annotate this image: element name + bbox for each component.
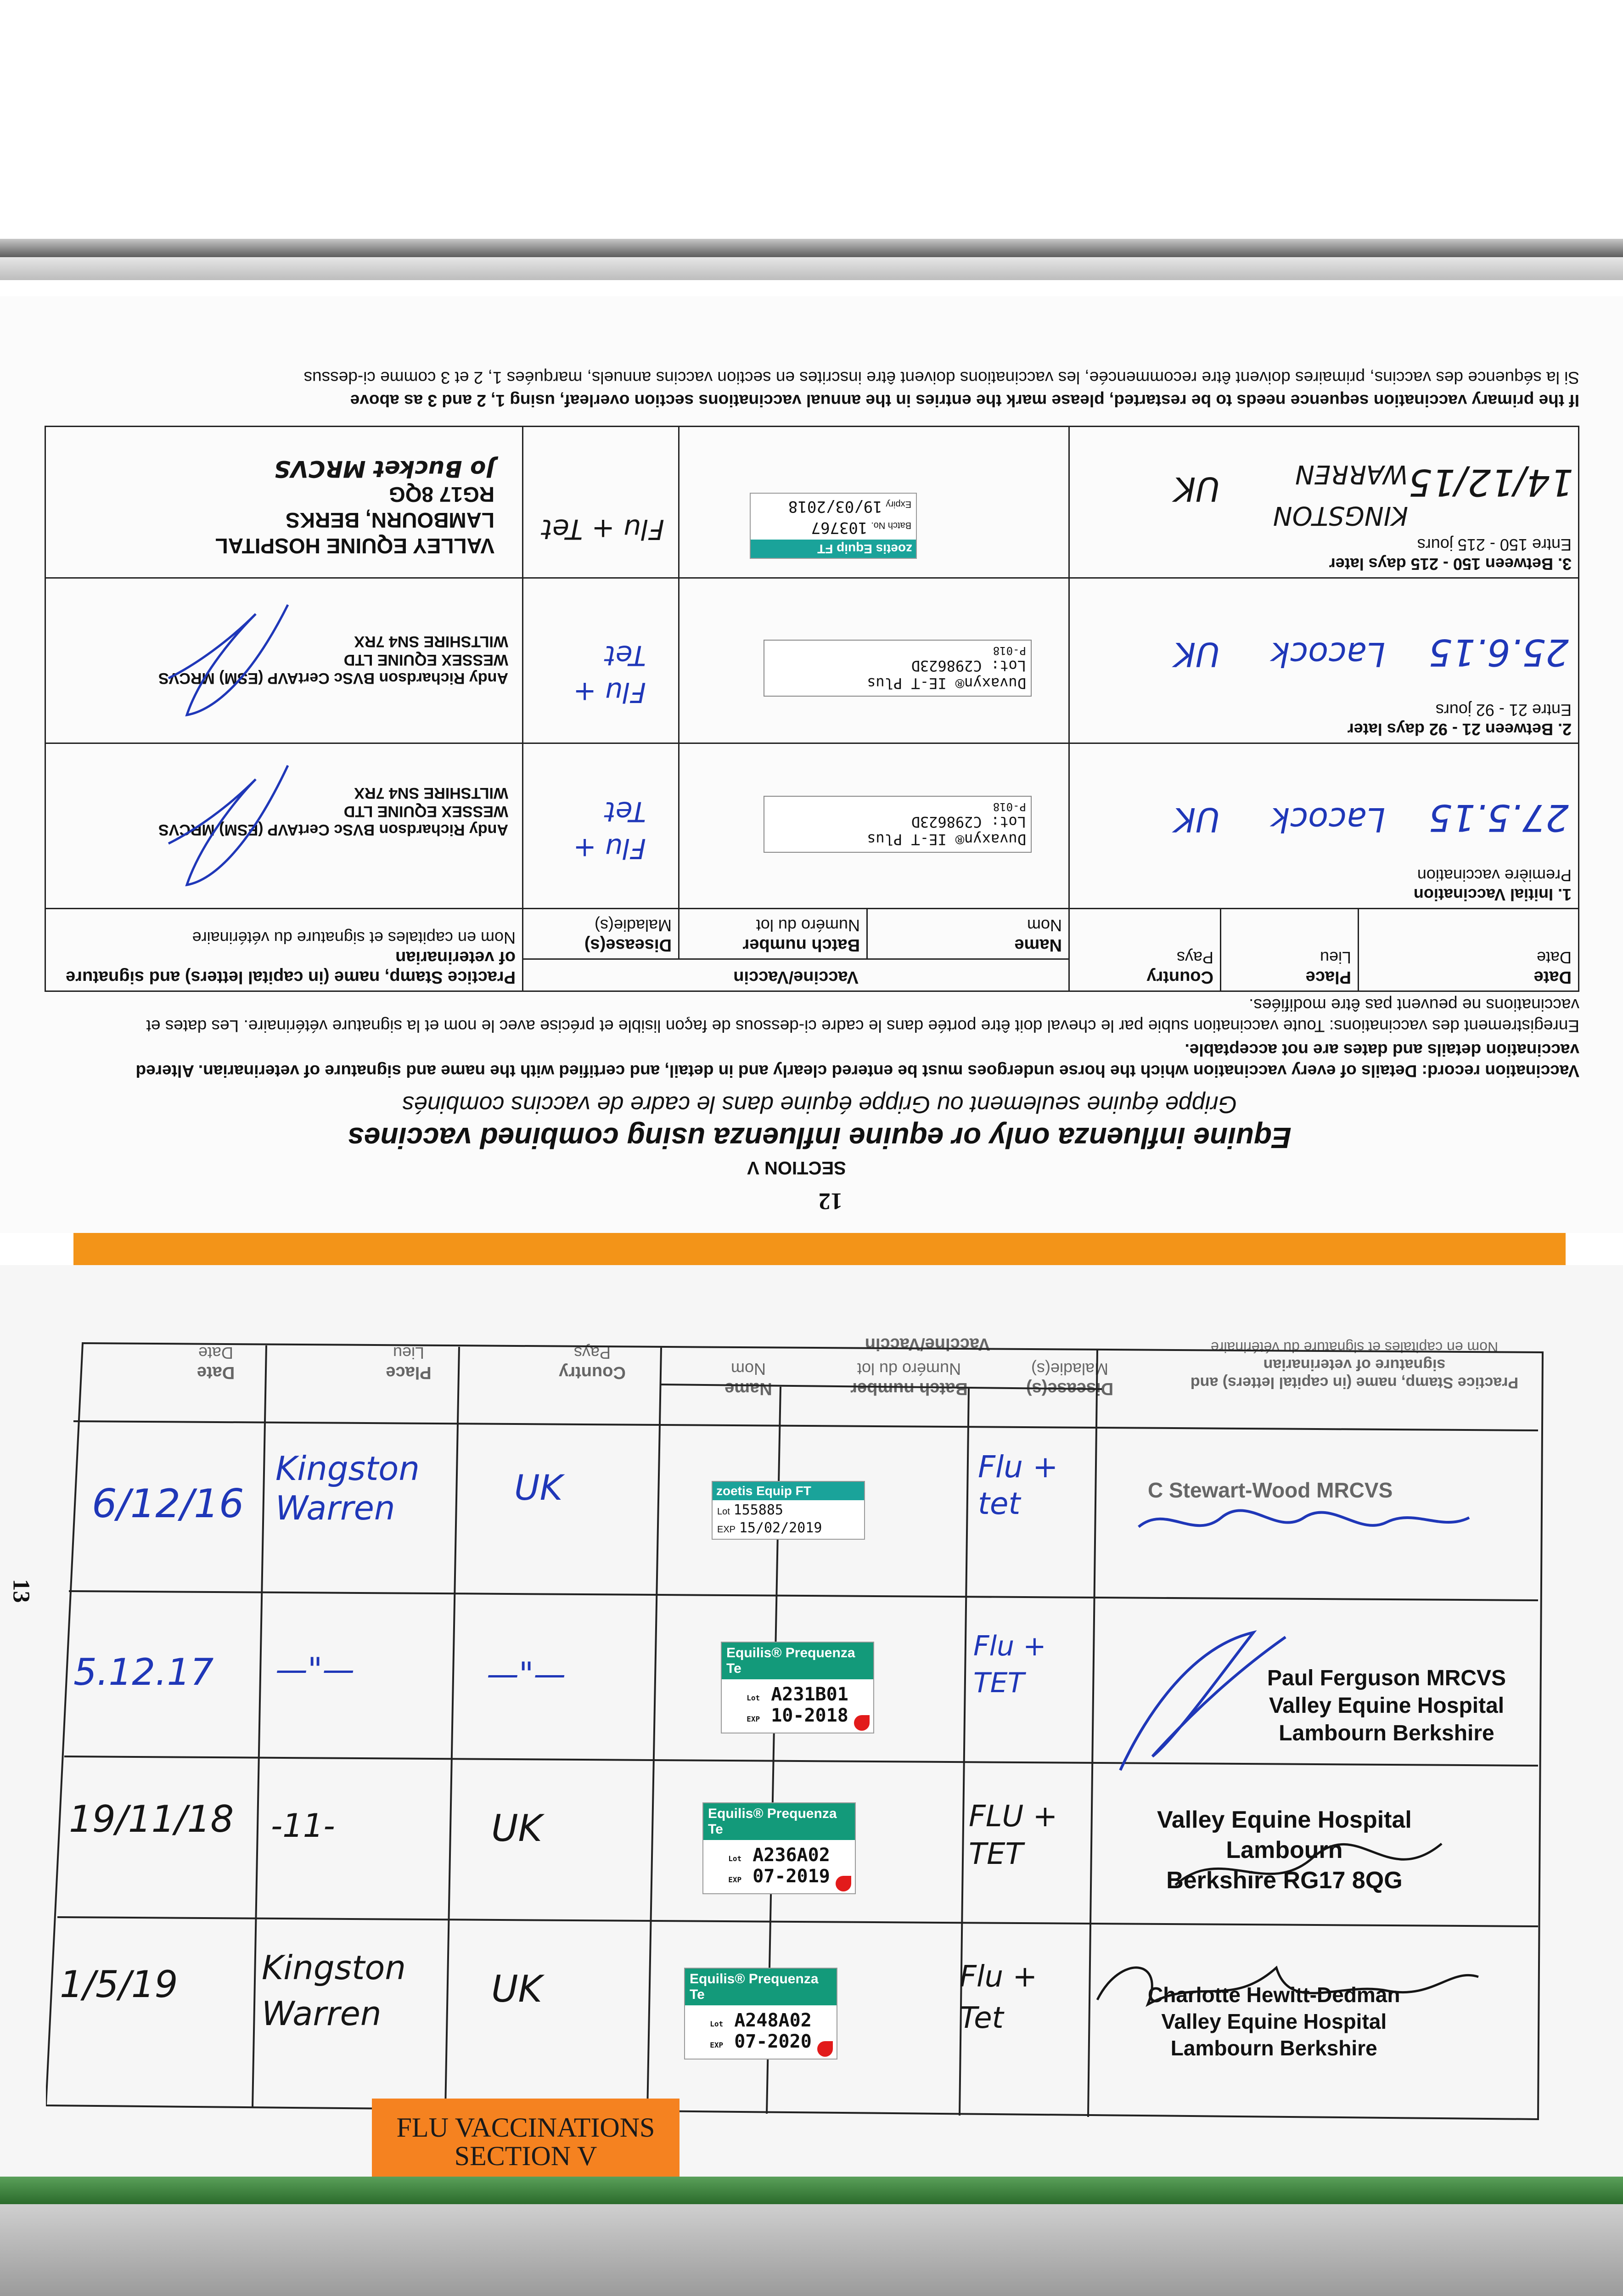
vet-signature bbox=[164, 591, 302, 729]
vet-signature bbox=[1129, 1495, 1478, 1554]
table-row bbox=[45, 578, 1578, 743]
diseases-cell bbox=[522, 578, 679, 743]
country-handwritten: UK bbox=[1174, 470, 1220, 508]
scanner-background bbox=[0, 2204, 1623, 2296]
country-handwritten: —"— bbox=[487, 1655, 566, 1693]
place-handwritten: Lacock bbox=[1270, 635, 1385, 674]
table-row bbox=[45, 427, 1578, 578]
row-label-fr: Entre 150 - 215 jours bbox=[1417, 535, 1572, 554]
batch-sticker: Duvaxyn® IE-T Plus Lot: C298623D P-018 bbox=[764, 640, 1032, 697]
batch-sticker: Duvaxyn® IE-T Plus Lot: C298623D P-018 bbox=[764, 796, 1032, 853]
header-place: Place Lieu bbox=[1221, 909, 1359, 991]
country-handwritten: UK bbox=[1174, 800, 1220, 839]
diseases-handwritten: Flu + TET bbox=[973, 1630, 1046, 1699]
header-batch: Batch number Numéro du lot bbox=[679, 909, 867, 959]
table-row bbox=[45, 743, 1578, 909]
footer-french: Si la séquence des vaccins, primaires doivent être recommencée, les vaccinations doivent être inscrites en section vaccins annuels, marquées 1, 2 et 3 comme ci-dessus bbox=[303, 368, 1579, 387]
practice-stamp: VALLEY EQUINE HOSPITAL LAMBOURN, BERKS RG17 8QG Jo Bucket MRCVS bbox=[215, 456, 494, 558]
diseases-handwritten: FLU + TET bbox=[969, 1800, 1058, 1871]
diseases-handwritten: Flu + Tet bbox=[960, 1960, 1038, 2035]
page-12-rotated bbox=[0, 296, 1623, 1233]
date-handwritten: 25.6.15 bbox=[1428, 631, 1569, 674]
place-handwritten: —"— bbox=[275, 1651, 355, 1688]
place-handwritten: -11- bbox=[271, 1807, 335, 1845]
batch-sticker: Equilis® Prequenza Te Lot A236A02 EXP 07-2019 bbox=[702, 1802, 856, 1894]
country-handwritten: UK bbox=[1174, 635, 1220, 674]
book-cover-edge bbox=[0, 2177, 1623, 2204]
header-diseases: Disease(s) Maladie(s) bbox=[1026, 1360, 1114, 1398]
vaccination-table-initial bbox=[45, 426, 1579, 992]
row-label: 2. Between 21 - 92 days later bbox=[1347, 720, 1572, 739]
book-top-edge bbox=[0, 239, 1623, 257]
page-number: 12 bbox=[819, 1188, 842, 1214]
intro-french: Enregistrement des vaccinations: Toute vaccination subie par le cheval doit être portée dans le cadre ci-dessous de façon lisible et précise avec le nom et la signature vétérinaire. Les dates et vaccinations ne peuvent pas être modifiées. bbox=[146, 996, 1579, 1035]
date-handwritten: 5.12.17 bbox=[73, 1651, 214, 1694]
practice-stamp: Paul Ferguson MRCVS Valley Equine Hospital Lambourn Berkshire bbox=[1267, 1666, 1506, 1745]
diseases-handwritten: Flu + Tet bbox=[573, 795, 646, 864]
page-title: Equine influenza only or equine influenza using combined vaccines bbox=[348, 1121, 1292, 1154]
row-label-cell bbox=[1069, 743, 1579, 909]
practice-stamp: Charlotte Hewitt-Dedman Valley Equine Hospital Lambourn Berkshire bbox=[1148, 1983, 1400, 2060]
header-batch: Batch number Numéro du lot bbox=[850, 1360, 968, 1398]
diseases-cell bbox=[522, 743, 679, 909]
batch-sticker: Equilis® Prequenza Te Lot A248A02 EXP 07-2020 bbox=[684, 1968, 837, 2060]
vaccine-cell bbox=[679, 743, 1069, 909]
practice-stamp: Andy Richardson BVSc CertAVP (ESM) MRCVS WESSEX EQUINE LTD WILTSHIRE SN4 7RX bbox=[158, 784, 508, 838]
book-page-edge bbox=[0, 257, 1623, 280]
header-diseases: Disease(s) Maladie(s) bbox=[522, 909, 679, 959]
row-label: 3. Between 150 - 215 days later bbox=[1329, 555, 1572, 574]
page-subtitle: Grippe équine seulement ou Grippe équine dans le cadre de vaccins combinés bbox=[402, 1091, 1237, 1118]
section-tab-line1: FLU VACCINATIONS bbox=[396, 2112, 655, 2143]
place-handwritten: Lacock bbox=[1270, 800, 1385, 839]
place-handwritten: KINGSTON WARREN bbox=[1273, 459, 1408, 530]
stamp-cell bbox=[45, 743, 522, 909]
practice-stamp: Valley Equine Hospital Lambourn Berkshire RG17 8QG bbox=[1157, 1806, 1412, 1894]
place-handwritten: Kingston Warren bbox=[275, 1449, 420, 1527]
country-handwritten: UK bbox=[491, 1807, 543, 1850]
country-handwritten: UK bbox=[514, 1467, 563, 1508]
batch-sticker: zoetis Equip FT Lot 155885 EXP 15/02/2019 bbox=[712, 1481, 865, 1540]
header-place: Place Lieu bbox=[386, 1344, 432, 1382]
section-heading: SECTION V bbox=[747, 1158, 846, 1178]
header-stamp: Practice Stamp, name (in capital letters) and signature of veterinarian Nom en capitales et signature du vétérinaire bbox=[45, 909, 522, 991]
row-label-cell bbox=[1069, 578, 1579, 743]
date-handwritten: 27.5.15 bbox=[1428, 796, 1569, 839]
row-label: 1. Initial Vaccination bbox=[1413, 885, 1572, 904]
header-vaccine: Vaccine/Vaccin bbox=[522, 959, 1069, 991]
orange-page-band bbox=[73, 1233, 1566, 1265]
vaccine-cell bbox=[679, 578, 1069, 743]
vaccine-cell bbox=[679, 427, 1069, 578]
date-handwritten: 1/5/19 bbox=[60, 1963, 178, 2006]
header-name: Name Nom bbox=[867, 909, 1069, 959]
batch-sticker: zoetis Equip FT Batch No. 103767 Expiry 19/03/2018 bbox=[750, 493, 917, 559]
stamp-cell bbox=[45, 578, 522, 743]
page-number: 13 bbox=[8, 1579, 34, 1603]
header-name: Name Nom bbox=[724, 1360, 772, 1398]
vet-signature bbox=[159, 752, 306, 899]
header-stamp: Practice Stamp, name (in capital letters) and signature of veterinarian Nom en capitales et signature du vétérinaire bbox=[1190, 1339, 1519, 1391]
header-vaccine: Vaccine/Vaccin bbox=[865, 1334, 990, 1354]
section-tab bbox=[372, 2099, 680, 2186]
date-handwritten: 6/12/16 bbox=[92, 1481, 244, 1527]
diseases-handwritten: Flu + Tet bbox=[573, 639, 646, 708]
vet-signature bbox=[1166, 1816, 1451, 1908]
page-12 bbox=[0, 296, 1623, 1233]
diseases-handwritten: Flu + Tet bbox=[541, 513, 664, 545]
footer-english: If the primary vaccination sequence needs to be restarted, please mark the entries in the annual vaccinations section overleaf, using 1, 2 and 3 as above bbox=[350, 391, 1579, 410]
country-handwritten: UK bbox=[491, 1968, 543, 2010]
header-date: Date Date bbox=[1359, 909, 1579, 991]
stamp-cell bbox=[45, 427, 522, 578]
vet-signature bbox=[1084, 1940, 1488, 2023]
batch-sticker: Equilis® Prequenza Te Lot A231B01 EXP 10-2018 bbox=[721, 1642, 874, 1733]
diseases-handwritten: Flu + tet bbox=[978, 1449, 1058, 1521]
header-country: Country Pays bbox=[559, 1344, 626, 1382]
place-handwritten: Kingston Warren bbox=[262, 1948, 406, 2033]
row-label-fr: Entre 21 - 92 jours bbox=[1435, 701, 1572, 720]
date-handwritten: 14/12/15 bbox=[1408, 461, 1573, 504]
diseases-cell bbox=[522, 427, 679, 578]
row-label-fr: Première vaccination bbox=[1417, 866, 1572, 885]
intro-english: Vaccination record: Details of every vaccination which the horse undergoes must be entered clearly and in detail, and certified with the name and signature of veterinarian. Altered vaccination details and dates are not acceptable. bbox=[135, 1041, 1579, 1080]
practice-stamp: C Stewart-Wood MRCVS bbox=[1148, 1478, 1393, 1502]
date-handwritten: 19/11/18 bbox=[69, 1798, 234, 1840]
practice-stamp: Andy Richardson BVSc CertAVP (ESM) MRCVS WESSEX EQUINE LTD WILTSHIRE SN4 7RX bbox=[158, 633, 508, 687]
header-date: Date Date bbox=[197, 1344, 235, 1382]
header-country: Country Pays bbox=[1069, 909, 1221, 991]
vet-signature bbox=[1102, 1619, 1295, 1779]
section-tab-line2: SECTION V bbox=[454, 2141, 597, 2171]
page-13 bbox=[0, 1265, 1623, 2177]
row-label-cell bbox=[1069, 427, 1579, 578]
